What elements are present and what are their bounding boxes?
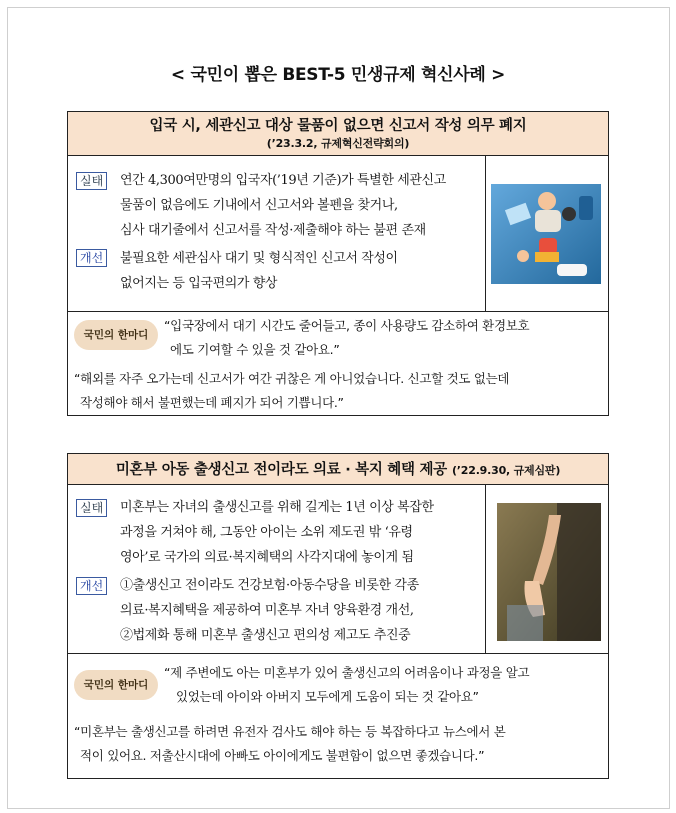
improve-line: 의료·복지혜택을 제공하여 미혼부 자녀 양육환경 개선, [120, 603, 414, 618]
current-line: 심사 대기줄에서 신고서를 작성·제출해야 하는 불편 존재 [120, 223, 426, 238]
page-title: < 국민이 뽑은 BEST-5 민생규제 혁신사례 > [170, 65, 506, 85]
citizen-voice [68, 312, 608, 415]
card-header [68, 112, 608, 156]
tag-current: 실태 [76, 172, 107, 190]
voice-quote-line: “미혼부는 출생신고를 하려면 유전자 검사도 해야 하는 등 복잡하다고 뉴스에서 본 [74, 724, 506, 739]
improve-line: 불필요한 세관심사 대기 및 형식적인 신고서 작성이 [120, 251, 398, 266]
card-subtitle: (’22.9.30, 규제심판) [451, 464, 561, 477]
current-line: 연간 4,300여만명의 입국자(’19년 기준)가 특별한 세관신고 [120, 173, 446, 188]
voice-quote-line: “제 주변에도 아는 미혼부가 있어 출생신고의 어려움이나 과정을 알고 [164, 665, 530, 680]
tag-current: 실태 [76, 499, 107, 517]
voice-quote-line: 적이 있어요. 저출산시대에 아빠도 아이에게도 불편함이 없으면 좋겠습니다.” [80, 748, 485, 763]
card-body [68, 485, 608, 654]
voice-quote-line: 작성해야 해서 불편했는데 폐지가 되어 기쁩니다.” [80, 395, 344, 410]
improve-line: 없어지는 등 입국편의가 향상 [120, 276, 278, 291]
card-subtitle: (’23.3.2, 규제혁신전략회의) [266, 137, 410, 150]
tag-improve: 개선 [76, 577, 107, 595]
card-body [68, 156, 608, 312]
case-card-2 [67, 453, 609, 779]
card-title: 미혼부 아동 출생신고 전이라도 의료 · 복지 혜택 제공 [115, 462, 447, 478]
citizen-voice-badge: 국민의 한마디 [74, 670, 158, 700]
holding-hands-icon [487, 485, 608, 653]
card-header [68, 454, 608, 485]
current-line: 과정을 거쳐야 해, 그동안 아이는 소위 제도권 밖 ‘유령 [120, 525, 413, 540]
voice-quote-line: “입국장에서 대기 시간도 줄어들고, 종이 사용량도 감소하여 환경보호 [164, 318, 530, 333]
improve-line: ①출생신고 전이라도 건강보험·아동수당을 비롯한 각종 [120, 578, 419, 593]
current-line: 물품이 없음에도 기내에서 신고서와 볼펜을 찾거나, [120, 198, 398, 213]
voice-quote-line: 있었는데 아이와 아버지 모두에게 도움이 되는 것 같아요” [176, 689, 479, 704]
card-title: 입국 시, 세관신고 대상 물품이 없으면 신고서 작성 의무 폐지 [149, 118, 527, 134]
improve-line: ②법제화 통해 미혼부 출생신고 편의성 제고도 추진중 [120, 628, 411, 643]
text-column [68, 485, 486, 653]
father-child-photo [487, 485, 608, 653]
travelers-icon [487, 156, 608, 311]
citizen-voice-badge: 국민의 한마디 [74, 320, 158, 350]
airport-illustration [487, 156, 608, 311]
text-column [68, 156, 486, 311]
voice-quote-line: “해외를 자주 오가는데 신고서가 여간 귀찮은 게 아니었습니다. 신고할 것도 없는데 [74, 371, 510, 386]
case-card-1 [67, 111, 609, 416]
tag-improve: 개선 [76, 249, 107, 267]
current-line: 미혼부는 자녀의 출생신고를 위해 길게는 1년 이상 복잡한 [120, 500, 434, 515]
voice-quote-line: 에도 기여할 수 있을 것 같아요.” [170, 342, 340, 357]
current-line: 영아’로 국가의 의료·복지혜택의 사각지대에 놓이게 됨 [120, 550, 414, 565]
citizen-voice [68, 654, 608, 779]
